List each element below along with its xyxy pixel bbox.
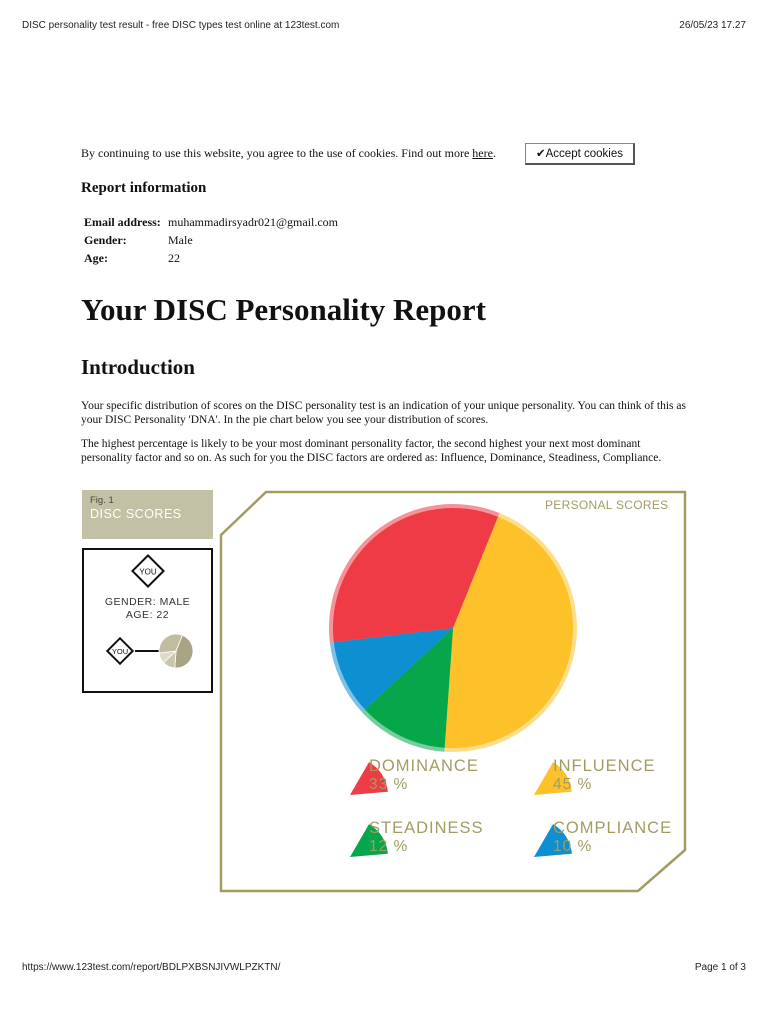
info-label: Gender: (84, 233, 127, 247)
you-diamond-label: YOU (139, 567, 157, 577)
cookie-more-link[interactable]: here (472, 146, 493, 160)
info-value: muhammadirsyadr021@gmail.com (168, 215, 339, 229)
figure-caption (82, 490, 213, 539)
introduction-heading: Introduction (81, 355, 195, 379)
legend-item-dominance (369, 757, 479, 794)
you-small-diamond-icon (107, 638, 132, 663)
legend-item-compliance (553, 819, 672, 856)
info-row (84, 215, 338, 233)
accept-cookies-button[interactable]: ✔Accept cookies (525, 143, 635, 165)
legend-value: 45 % (553, 776, 593, 793)
gender-label: GENDER: MALE (104, 596, 191, 608)
you-small-diamond-label: YOU (111, 647, 129, 656)
profile-legend-box (82, 548, 213, 693)
figure-title: DISC SCORES (90, 507, 182, 521)
info-label: Age: (84, 251, 108, 265)
legend-name: INFLUENCE (553, 757, 656, 775)
print-header (22, 20, 746, 31)
page-title: Your DISC Personality Report (81, 292, 486, 327)
legend-name: COMPLIANCE (553, 819, 673, 837)
cookie-notice-text: By continuing to use this website, you agree to the use of cookies. Find out more (81, 146, 473, 160)
cookie-notice-period: . (492, 146, 496, 160)
page-number: Page 1 of 3 (694, 962, 746, 973)
document-title: DISC personality test result - free DISC types test online at 123test.com (22, 20, 340, 31)
cookie-notice (81, 146, 496, 161)
legend-value: 10 % (553, 838, 593, 855)
pie-chart (329, 504, 577, 752)
intro-paragraph: Your specific distribution of scores on the DISC personality test is an indication of your unique personality. You can think of this as your DISC Personality 'DNA'. In the pie chart below you see your distribution of scores. (81, 400, 686, 426)
you-diamond-icon (132, 555, 163, 586)
chart-title: PERSONAL SCORES (545, 498, 669, 512)
legend-item-influence (553, 757, 656, 794)
info-value: Male (168, 233, 193, 247)
report-info-table (84, 215, 338, 269)
legend-name: DOMINANCE (369, 757, 479, 775)
legend-value: 33 % (369, 776, 409, 793)
info-row (84, 251, 338, 269)
age-label: AGE: 22 (125, 609, 170, 621)
info-label: Email address: (84, 215, 161, 229)
info-value: 22 (168, 251, 180, 265)
print-footer (22, 962, 746, 973)
mini-pie-icon (159, 634, 193, 668)
legend-value: 12 % (369, 838, 409, 855)
report-info-heading: Report information (81, 180, 207, 196)
figure-number: Fig. 1 (90, 495, 114, 506)
legend-name: STEADINESS (369, 819, 484, 837)
page-url: https://www.123test.com/report/BDLPXBSNJIVWLPZKTN/ (22, 962, 281, 973)
legend-item-steadiness (369, 819, 484, 856)
print-datetime: 26/05/23 17.27 (679, 20, 746, 31)
info-row (84, 233, 338, 251)
order-paragraph: The highest percentage is likely to be your most dominant personality factor, the second highest your next most dominant personality factor and so on. As such for you the DISC factors are ordered as: Influence, Dominance, Steadiness, Compliance. (81, 438, 662, 464)
